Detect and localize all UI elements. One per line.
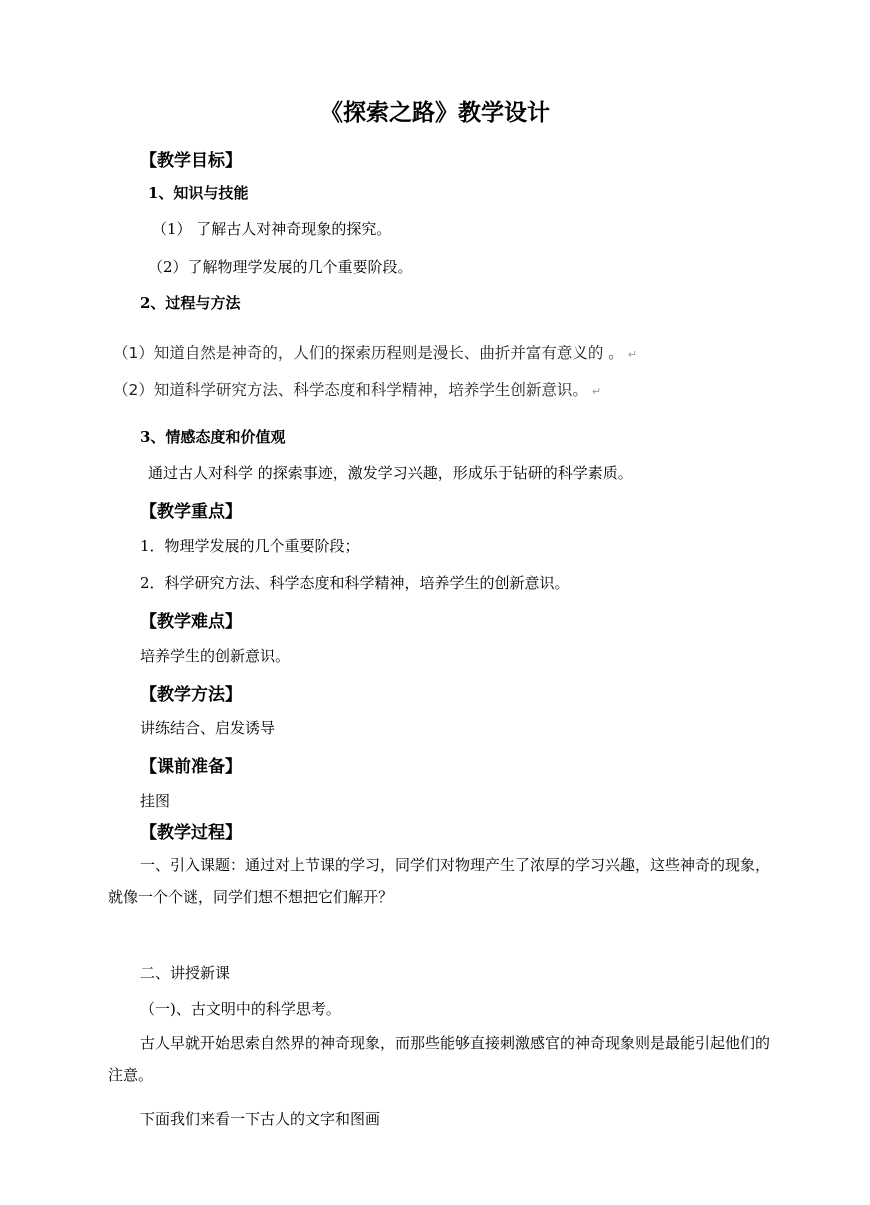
methods-text: 讲练结合、启发诱导: [140, 719, 276, 737]
emotion-title: 3、情感态度和价值观: [140, 428, 286, 446]
difficulties-heading: 【教学难点】: [140, 612, 242, 632]
closing-line: 下面我们来看一下古人的文字和图画: [140, 1110, 381, 1128]
preparation-heading: 【课前准备】: [140, 757, 242, 777]
ancient-paragraph: 古人早就开始思索自然界的神奇现象，而那些能够直接刺激感官的神奇现象则是最能引起他们的注意。: [108, 1034, 771, 1084]
knowledge-skills-title: 1、知识与技能: [148, 184, 249, 202]
process-item-2: （2）知道科学研究方法、科学态度和科学精神，培养学生创新意识。 ↵: [113, 381, 602, 399]
process-item-1: （1）知道自然是神奇的，人们的探索历程则是漫长、曲折并富有意义的 。 ↵: [113, 344, 638, 362]
intro-paragraph: 一、引入课题：通过对上节课的学习，同学们对物理产生了浓厚的学习兴趣，这些神奇的现象，就像一个个谜，同学们想不想把它们解开？: [108, 856, 771, 906]
key-point-1: 1．物理学发展的几个重要阶段；: [140, 537, 360, 555]
methods-heading: 【教学方法】: [140, 685, 242, 705]
procedure-heading: 【教学过程】: [140, 823, 242, 843]
difficulties-text: 培养学生的创新意识。: [140, 647, 291, 665]
key-point-2: 2．科学研究方法、科学态度和科学精神，培养学生的创新意识。: [140, 574, 570, 592]
preparation-text: 挂图: [140, 792, 171, 810]
section-2-heading: 二、讲授新课: [140, 964, 231, 982]
key-points-heading: 【教学重点】: [140, 502, 242, 522]
knowledge-item-2: （2）了解物理学发展的几个重要阶段。: [148, 258, 413, 276]
page-title: 《探索之路》教学设计: [320, 99, 550, 126]
subsection-1-heading: （一)、古文明中的科学思考。: [140, 1000, 341, 1018]
knowledge-item-1: （1） 了解古人对神奇现象的探究。: [152, 220, 392, 238]
objectives-heading: 【教学目标】: [140, 151, 242, 171]
emotion-text: 通过古人对科学 的探索事迹，激发学习兴趣，形成乐于钻研的科学素质。: [148, 464, 633, 482]
process-method-title: 2、过程与方法: [140, 294, 241, 312]
